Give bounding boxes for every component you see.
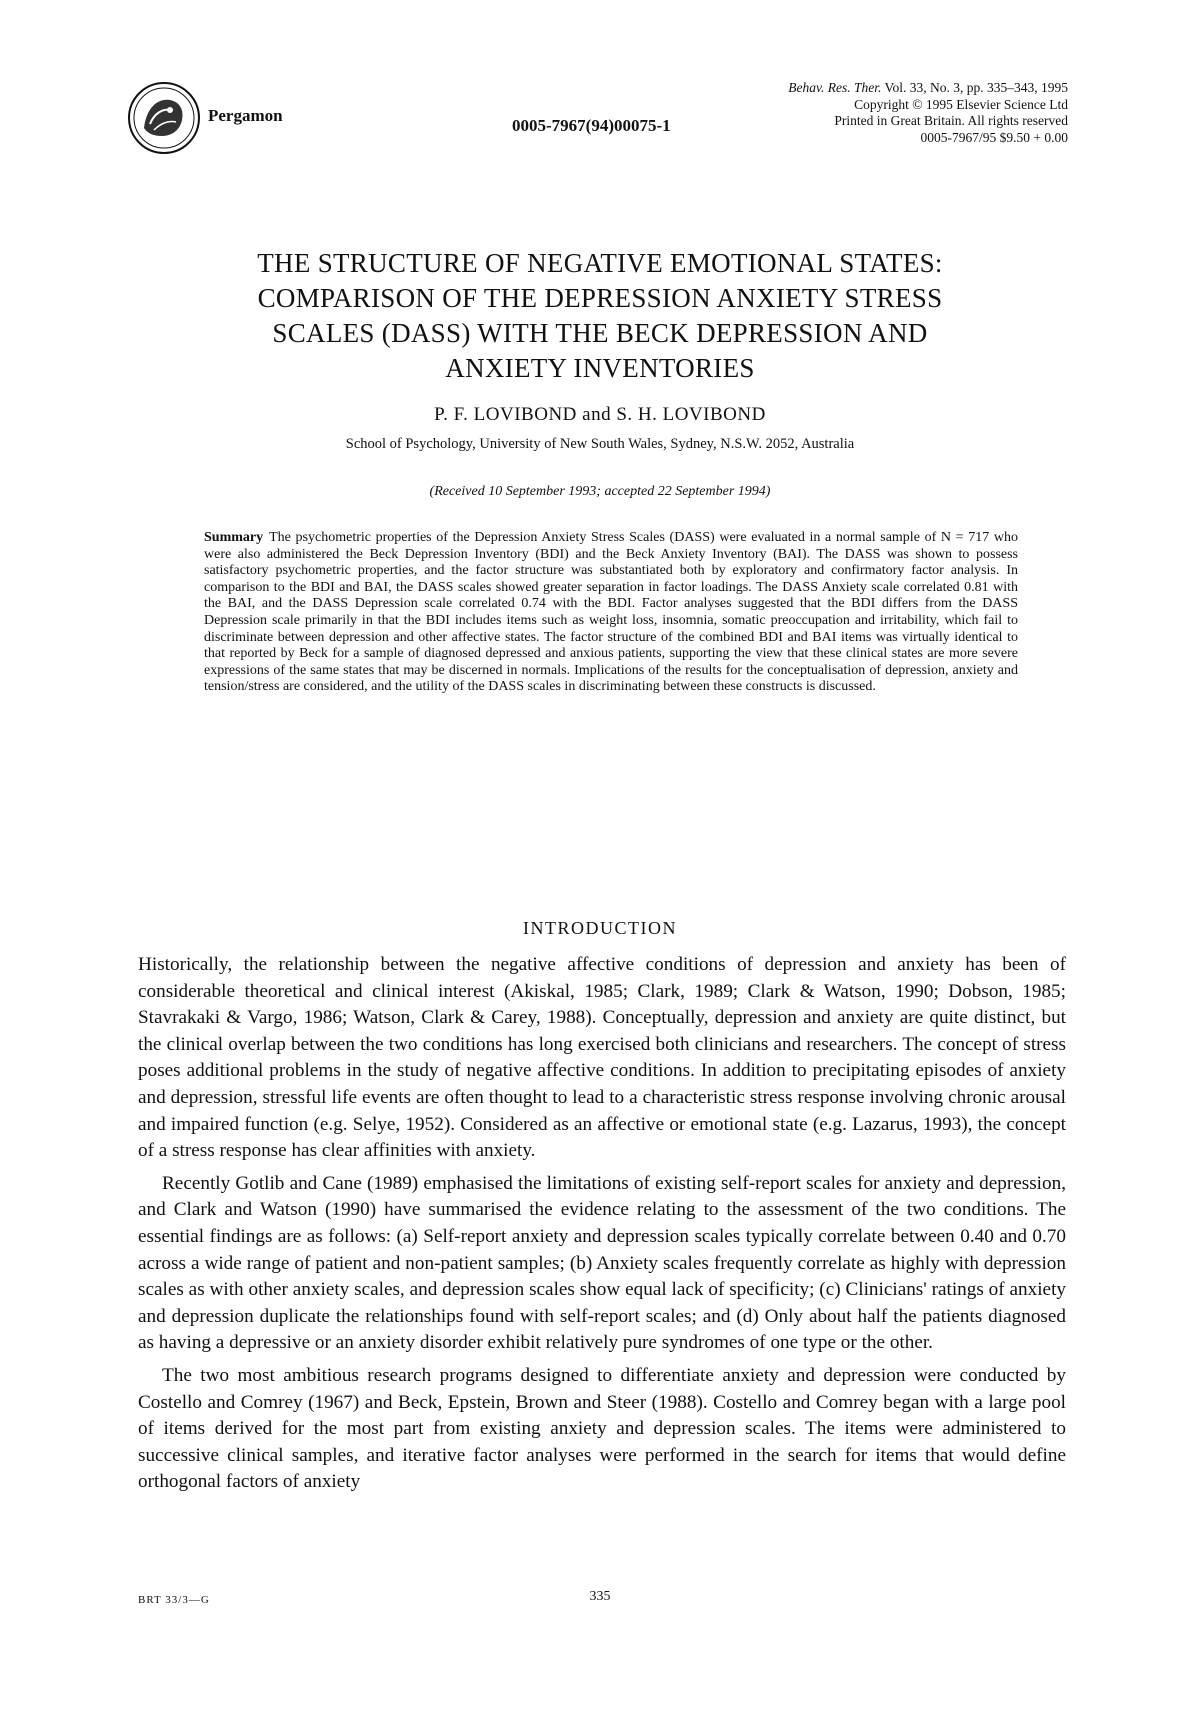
paragraph: Historically, the relationship between the negative affective conditions of depression and anxiety has been of considerable theoretical and clinical interest (Akiskal, 1985; Clark, 1989; Clark & Watson, 1990; Dobson, 1985; Stavrakaki & Vargo, 1986; Watson, Clark & Carey, 1988). Conceptually, depression and anxiety are quite distinct, but the clinical overlap between the two conditions has long exercised both clinicians and researchers. The concept of stress poses additional problems in the study of negative affective conditions. In addition to precipitating episodes of anxiety and depression, stressful life events are often thought to lead to a characteristic stress response involving chronic arousal and impaired function (e.g. Selye, 1952). Considered as an affective or emotional state (e.g. Lazarus, 1993), the concept of a stress response has clear affinities with anxiety. — [138, 954, 1066, 1162]
copyright-line: Copyright © 1995 Elsevier Science Ltd — [854, 96, 1068, 112]
received-dates: (Received 10 September 1993; accepted 22 September 1994) — [429, 484, 771, 499]
affiliation: School of Psychology, University of New South Wales, Sydney, N.S.W. 2052, Australia — [345, 436, 855, 452]
journal-name: Behav. Res. Ther. — [788, 80, 882, 95]
journal-volume: Vol. 33, No. 3, pp. 335–343, 1995 — [881, 80, 1068, 95]
introduction-body — [138, 952, 1066, 1502]
page-number: 335 — [589, 1589, 611, 1604]
printed-line: Printed in Great Britain. All rights reserved — [834, 113, 1068, 128]
pergamon-logo-icon — [126, 80, 202, 156]
footer-code: BRT 33/3—G — [138, 1594, 210, 1606]
paragraph: The two most ambitious research programs designed to differentiate anxiety and depression were conducted by Costello and Comrey (1967) and Beck, Epstein, Brown and Steer (1988). Costello and Comrey began with a large pool of items derived for the most part from existing anxiety and depression scales. The items were administered to successive clinical samples, and iterative factor analyses were performed in the search for items that would define orthogonal factors of anxiety — [138, 1364, 1066, 1493]
title-line: ANXIETY INVENTORIES — [445, 353, 755, 383]
paragraph: Recently Gotlib and Cane (1989) emphasised the limitations of existing self-report scales for anxiety and depression, and Clark and Watson (1990) have summarised the evidence relating to the assessment of the two conditions. The essential findings are as follows: (a) Self-report anxiety and depression scales typically correlate between 0.40 and 0.70 across a wide range of patient and non-patient samples; (b) Anxiety scales frequently correlate as highly with depression scales as with other anxiety scales, and depression scales show equal lack of specificity; (c) Clinicians' ratings of anxiety and depression duplicate the relationships found with self-report scales; and (d) Only about half the patients diagnosed as having a depressive or an anxiety disorder exhibit relatively pure syndromes of one type or the other. — [138, 1172, 1066, 1354]
title-line: COMPARISON OF THE DEPRESSION ANXIETY STRESS — [257, 283, 943, 313]
summary — [204, 530, 1018, 696]
authors: P. F. LOVIBOND and S. H. LOVIBOND — [434, 404, 766, 425]
summary-label: Summary — [204, 530, 264, 545]
journal-info — [788, 80, 1068, 146]
title-line: THE STRUCTURE OF NEGATIVE EMOTIONAL STATES: — [257, 248, 943, 278]
publisher-name: Pergamon — [208, 106, 283, 125]
title-line: SCALES (DASS) WITH THE BECK DEPRESSION AND — [272, 318, 928, 348]
price-line: 0005-7967/95 $9.50 + 0.00 — [920, 129, 1068, 145]
paper-title — [170, 246, 1030, 386]
journal-citation — [788, 80, 1068, 97]
introduction-heading: INTRODUCTION — [523, 918, 677, 938]
article-doi: 0005-7967(94)00075-1 — [512, 116, 671, 135]
summary-text: The psychometric properties of the Depression Anxiety Stress Scales (DASS) were evaluated in a normal sample of N = 717 who were also administered the Beck Depression Inventory (BDI) and the Beck Anxiety Inventory (BAI). The DASS was shown to possess satisfactory psychometric properties, and the factor structure was substantiated both by exploratory and confirmatory factor analysis. In comparison to the BDI and BAI, the DASS scales showed greater separation in factor loadings. The DASS Anxiety scale correlated 0.81 with the BAI, and the DASS Depression scale correlated 0.74 with the BDI. Factor analyses suggested that the BDI differs from the DASS Depression scale primarily in that the BDI includes items such as weight loss, insomnia, somatic preoccupation and irritability, which fail to discriminate between depression and other affective states. The factor structure of the combined BDI and BAI items was virtually identical to that reported by Beck for a sample of diagnosed depressed and anxious patients, supporting the view that these clinical states are more severe expressions of the same states that may be discerned in normals. Implications of the results for the conceptualisation of depression, anxiety and tension/stress are considered, and the utility of the DASS scales in discriminating between these constructs is discussed. — [204, 530, 1018, 695]
